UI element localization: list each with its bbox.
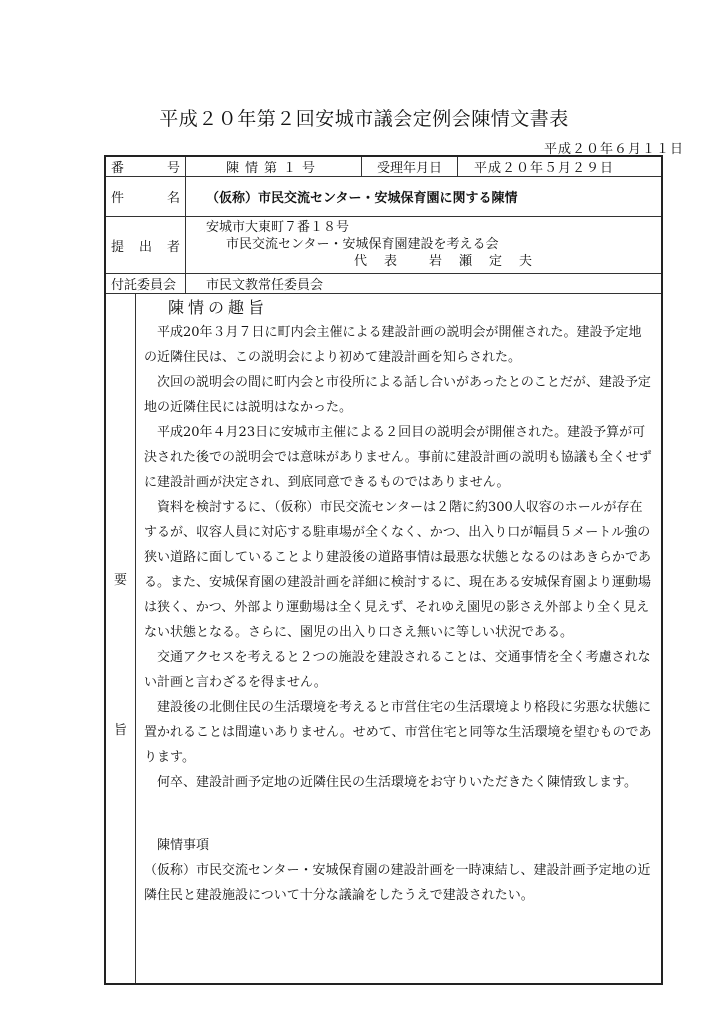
petition-paragraph: 平成20年４月23日に安城市主催による２回目の説明会が開催された。建設予算が可決された後での説明会では意味がありません。事前に建設計画の説明も協議も全くせずに建設計画が決定され、到底同意できるものではありません。 (144, 425, 652, 490)
number-label-char: 番 (111, 161, 125, 176)
committee-label: 付託委員会 (106, 274, 186, 293)
submitter-label-char: 出 (138, 239, 152, 255)
row-number (106, 157, 661, 177)
petition-paragraph: 次回の説明会の間に町内会と市役所による話し合いがあったとのことだが、建設予定地の近隣住民には説明はなかった。 (144, 375, 651, 415)
summary-label-bottom: 旨 (113, 723, 127, 738)
committee-value: 市民文教常任委員会 (206, 278, 324, 293)
subject-label-char: 件 (111, 191, 125, 206)
submitter-label (106, 217, 186, 273)
petition-paragraph: 交通アクセスを考えると２つの施設を建設されることは、交通事情を全く考慮されない計画と言わざるを得ません。 (144, 650, 651, 690)
request-heading: 陳情事項 (157, 838, 210, 853)
subject-value: （仮称）市民交流センター・安城保育園に関する陳情 (206, 191, 518, 206)
petition-paragraph: 建設後の北側住民の生活環境を考えると市営住宅の生活環境より格段に劣悪な状態に置かれることは間違いありません。せめて、市営住宅と同等な生活環境を望むものであります。 (144, 700, 652, 765)
number-value: 陳情第１号 (186, 157, 362, 176)
submitter-group: 市民交流センター・安城保育園建設を考える会 (226, 237, 499, 252)
document-date: 平成２０年６月１１日 (543, 142, 684, 157)
received-value: 平成２０年５月２９日 (474, 161, 615, 176)
submitter-representative: 代 表 岩 瀬 定 夫 (354, 254, 535, 269)
received-label: 受理年月日 (362, 157, 458, 176)
submitter-label-char: 提 (111, 239, 125, 255)
summary-content (144, 294, 653, 908)
submitter-value (186, 217, 661, 273)
summary-section (106, 294, 661, 983)
number-label (106, 157, 186, 176)
row-committee (106, 274, 661, 294)
subject-label-char: 名 (166, 191, 180, 206)
petition-heading: 陳情の趣旨 (168, 298, 269, 317)
row-subject (106, 177, 661, 217)
submitter-label-char: 者 (166, 239, 180, 255)
subject-label (106, 177, 186, 216)
petition-paragraph: 平成20年３月７日に町内会主催による建設計画の説明会が開催された。建設予定地の近隣住民は、この説明会により初めて建設計画を知らされた。 (144, 325, 642, 365)
document-title: 平成２０年第２回安城市議会定例会陳情文書表 (159, 108, 569, 130)
petition-table (104, 155, 663, 985)
petition-paragraph: 資料を検討するに、（仮称）市民交流センターは２階に約300人収容のホールが存在するが、収容人員に対応する駐車場が全くなく、かつ、出入り口が幅員５メートル強の狭い道路に面していることより建設後の道路事情は最悪な状態となるのはあきらかである。また、安城保育園の建設計画を詳細に検討するに、現在ある安城保育園より運動場は狭く、かつ、外部より運動場は全く見えず、それゆえ園児の影さえ外部より全く見えない状態となる。さらに、園児の出入り口さえ無いに等しい状況である。 (144, 500, 652, 640)
petition-paragraph: 何卒、建設計画予定地の近隣住民の生活環境をお守りいただきたく陳情致します。 (157, 775, 637, 790)
request-text: （仮称）市民交流センター・安城保育園の建設計画を一時凍結し、建設計画予定地の近隣住民と建設施設について十分な議論をしたうえで建設されたい。 (144, 863, 651, 903)
summary-label-top: 要 (113, 573, 127, 588)
summary-label-column (106, 294, 136, 983)
number-label-char: 号 (166, 161, 180, 176)
submitter-address: 安城市大東町７番１８号 (206, 220, 350, 235)
row-submitter (106, 217, 661, 274)
